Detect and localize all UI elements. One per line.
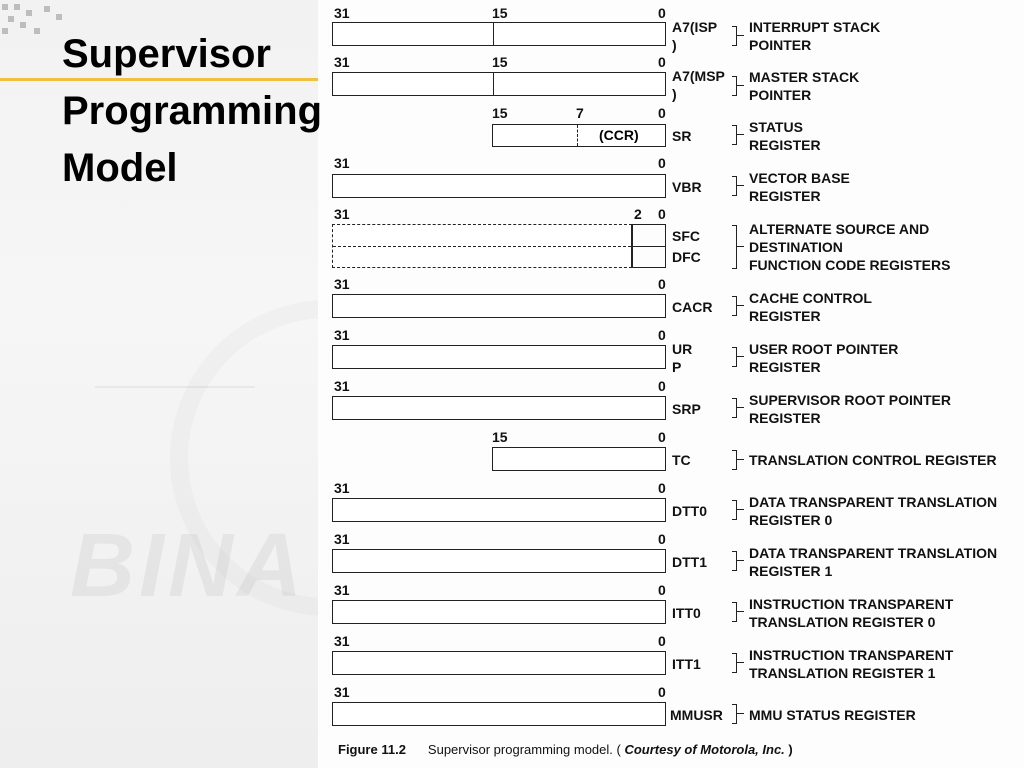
bracket bbox=[732, 398, 737, 418]
bit-number: 31 bbox=[334, 276, 350, 292]
register-box-itt0 bbox=[332, 600, 666, 624]
bracket bbox=[732, 602, 737, 622]
bit-number: 0 bbox=[658, 155, 666, 171]
bracket bbox=[732, 176, 737, 196]
register-abbr-sfc-dfc: SFC DFC bbox=[672, 228, 701, 265]
bit-number: 31 bbox=[334, 327, 350, 343]
register-desc-itt0: INSTRUCTION TRANSPARENT TRANSLATION REGISTER 0 bbox=[749, 596, 954, 630]
bracket bbox=[732, 125, 737, 145]
register-abbr-dtt1: DTT1 bbox=[672, 554, 707, 570]
bit-number: 0 bbox=[658, 206, 666, 222]
bit-number: 31 bbox=[334, 5, 350, 21]
register-desc-mmusr: MMU STATUS REGISTER bbox=[749, 707, 916, 723]
register-abbr-vbr: VBR bbox=[672, 179, 702, 195]
register-abbr-srp: SRP bbox=[672, 401, 701, 417]
register-desc-itt1: INSTRUCTION TRANSPARENT TRANSLATION REGISTER 1 bbox=[749, 647, 954, 681]
slide-title: Supervisor Programming Model bbox=[62, 32, 323, 190]
watermark-line bbox=[95, 386, 255, 388]
register-abbr-sr: SR bbox=[672, 128, 692, 144]
register-desc-dtt0: DATA TRANSPARENT TRANSLATION REGISTER 0 bbox=[749, 494, 998, 528]
register-desc-dtt1: DATA TRANSPARENT TRANSLATION REGISTER 1 bbox=[749, 545, 998, 579]
bracket bbox=[732, 225, 737, 269]
register-abbr-itt1: ITT1 bbox=[672, 656, 701, 672]
register-box-isp bbox=[332, 22, 666, 46]
register-box-tc bbox=[492, 447, 666, 471]
bit-number: 31 bbox=[334, 54, 350, 70]
bit-number: 15 bbox=[492, 54, 508, 70]
bit-number: 0 bbox=[658, 276, 666, 292]
register-desc-srp: SUPERVISOR ROOT POINTER REGISTER bbox=[749, 392, 951, 426]
register-box-urp bbox=[332, 345, 666, 369]
bit-number: 2 bbox=[634, 206, 642, 222]
register-desc-cacr: CACHE CONTROL REGISTER bbox=[749, 290, 872, 324]
bit-number: 31 bbox=[334, 206, 350, 222]
register-diagram bbox=[318, 0, 1024, 768]
bit-number: 0 bbox=[658, 105, 666, 121]
register-box-itt1 bbox=[332, 651, 666, 675]
register-abbr-mmusr: MMUSR bbox=[670, 707, 723, 723]
bit-number: 0 bbox=[658, 582, 666, 598]
bit-number: 0 bbox=[658, 54, 666, 70]
bracket bbox=[732, 450, 737, 470]
bit-number: 0 bbox=[658, 5, 666, 21]
register-box-cacr bbox=[332, 294, 666, 318]
caption-credit: Courtesy of Motorola, Inc. bbox=[624, 742, 785, 757]
bit-number: 31 bbox=[334, 155, 350, 171]
register-box-sfc-dfc bbox=[632, 224, 666, 268]
register-box-dtt1 bbox=[332, 549, 666, 573]
watermark-text: BINA bbox=[70, 516, 306, 616]
bracket bbox=[732, 500, 737, 520]
bit-number: 7 bbox=[576, 105, 584, 121]
bracket bbox=[732, 296, 737, 316]
bit-number: 0 bbox=[658, 327, 666, 343]
caption-close: ) bbox=[788, 742, 793, 757]
ccr-label: (CCR) bbox=[599, 127, 639, 143]
decorative-dots bbox=[0, 0, 70, 40]
bracket bbox=[732, 76, 737, 96]
register-desc-tc: TRANSLATION CONTROL REGISTER bbox=[749, 452, 997, 468]
figure-number: Figure 11.2 bbox=[338, 742, 406, 757]
bit-number: 0 bbox=[658, 378, 666, 394]
caption-text: Supervisor programming model. ( bbox=[427, 742, 621, 757]
register-abbr-isp: A7(ISP ) bbox=[672, 19, 718, 53]
register-abbr-msp: A7(MSP ) bbox=[672, 68, 725, 102]
register-desc-msp: MASTER STACK POINTER bbox=[749, 69, 860, 103]
bit-number: 0 bbox=[658, 531, 666, 547]
register-box-dtt0 bbox=[332, 498, 666, 522]
bracket bbox=[732, 551, 737, 571]
bracket bbox=[732, 26, 737, 46]
bit-number: 31 bbox=[334, 633, 350, 649]
bit-number: 31 bbox=[334, 531, 350, 547]
figure-caption bbox=[338, 742, 793, 757]
register-box-sr bbox=[492, 124, 666, 147]
register-abbr-urp: UR P bbox=[672, 341, 693, 375]
register-box-mmusr bbox=[332, 702, 666, 726]
register-box-msp bbox=[332, 72, 666, 96]
register-abbr-tc: TC bbox=[672, 452, 691, 468]
register-abbr-cacr: CACR bbox=[672, 299, 713, 315]
bracket bbox=[732, 347, 737, 367]
bit-number: 31 bbox=[334, 684, 350, 700]
bit-number: 0 bbox=[658, 429, 666, 445]
bit-number: 31 bbox=[334, 378, 350, 394]
bracket bbox=[732, 704, 737, 724]
register-abbr-itt0: ITT0 bbox=[672, 605, 701, 621]
bit-number: 15 bbox=[492, 5, 508, 21]
bit-number: 15 bbox=[492, 429, 508, 445]
bit-number: 31 bbox=[334, 582, 350, 598]
register-box-sfc-dfc-unused bbox=[332, 224, 632, 268]
bit-number: 0 bbox=[658, 480, 666, 496]
bit-number: 0 bbox=[658, 633, 666, 649]
bit-number: 0 bbox=[658, 684, 666, 700]
register-box-srp bbox=[332, 396, 666, 420]
register-desc-urp: USER ROOT POINTER REGISTER bbox=[749, 341, 899, 375]
register-desc-vbr: VECTOR BASE REGISTER bbox=[749, 170, 850, 204]
register-desc-sfc-dfc: ALTERNATE SOURCE AND DESTINATION FUNCTION CODE REGISTERS bbox=[749, 221, 951, 273]
register-box-vbr bbox=[332, 174, 666, 198]
bracket bbox=[732, 653, 737, 673]
register-desc-sr: STATUS REGISTER bbox=[749, 119, 821, 153]
bit-number: 15 bbox=[492, 105, 508, 121]
register-desc-isp: INTERRUPT STACK POINTER bbox=[749, 19, 881, 53]
register-abbr-dtt0: DTT0 bbox=[672, 503, 707, 519]
bit-number: 31 bbox=[334, 480, 350, 496]
